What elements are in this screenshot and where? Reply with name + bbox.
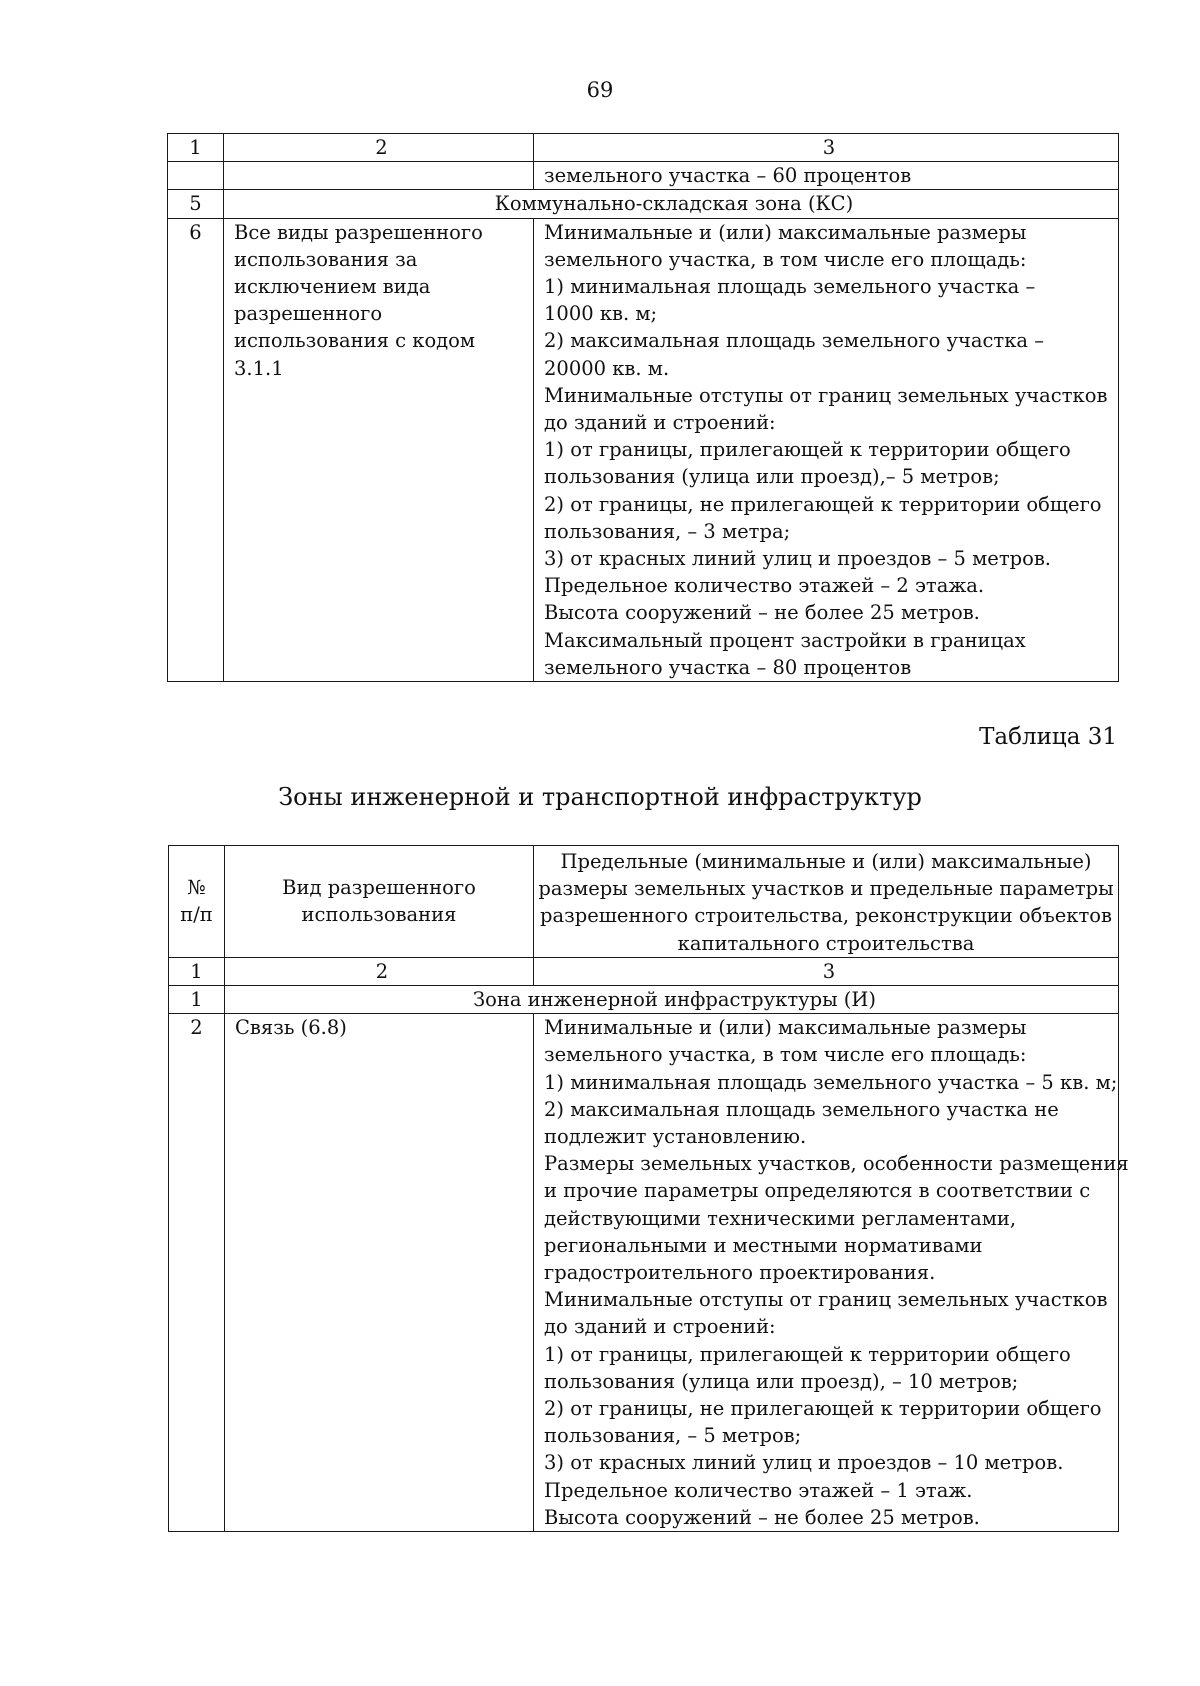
table-header-row [169,846,1119,958]
parameter-line: пользования (улица или проезд), – 10 метров; [544,1369,1019,1393]
parameter-line: 1) от границы, прилегающей к территории общего [544,1342,1071,1366]
header-num-line: № [187,876,206,900]
parameter-line: 2) максимальная площадь земельного участка не [544,1097,1059,1121]
parameter-line: 3) от красных линий улиц и проездов – 5 метров. [544,547,1051,571]
table-row [168,218,1119,681]
parameter-line: Минимальные отступы от границ земельных участков [544,383,1108,407]
parameter-line: подлежит установлению. [544,1125,807,1149]
table-row-continuation [168,162,1119,190]
parameter-line: и прочие параметры определяются в соответствии с [544,1179,1091,1203]
table-continuation [167,133,1119,682]
parameter-line: 1) минимальная площадь земельного участка – 5 кв. м; [544,1070,1118,1094]
parameter-line: земельного участка, в том числе его площадь: [544,247,1027,271]
header-num-line: п/п [180,903,213,927]
header-param-line: Предельные (минимальные и (или) максимальные) [560,850,1092,873]
section-number: 1 [169,986,225,1014]
col-number-3: 3 [534,957,1119,985]
parameter-line: 2) от границы, не прилегающей к территории общего [544,1397,1102,1421]
section-number: 5 [168,190,224,218]
parameter-line: 20000 кв. м. [544,356,670,380]
row-number: 2 [169,1014,225,1532]
table-title: Зоны инженерной и транспортной инфраструктур [278,783,922,811]
parameter-line: Минимальные и (или) максимальные размеры [544,220,1027,244]
col-number-1: 1 [168,134,224,162]
continuation-text: земельного участка – 60 процентов [534,162,1119,190]
parameter-line: Минимальные и (или) максимальные размеры [544,1016,1027,1040]
row-number: 6 [168,218,224,681]
use-type-line: Все виды разрешенного [234,220,483,244]
parameter-line: 2) максимальная площадь земельного участка – [544,329,1044,353]
header-use-type [225,846,534,958]
page-number: 69 [586,78,614,102]
parameter-line: действующими техническими регламентами, [544,1206,1017,1230]
parameter-line: до зданий и строений: [544,411,776,435]
use-type-cell [224,218,534,681]
parameter-line: Максимальный процент застройки в границах [544,628,1026,652]
section-title: Зона инженерной инфраструктуры (И) [225,986,1119,1014]
header-use-line: использования [301,903,457,927]
parameters-cell [534,1014,1129,1532]
use-type-line: разрешенного [234,302,383,326]
parameter-line: региональными и местными нормативами [544,1233,983,1257]
col-number-3: 3 [534,134,1119,162]
header-parameters [534,846,1119,958]
parameter-line: пользования, – 5 метров; [544,1424,802,1448]
use-type-line: использования с кодом [234,329,476,353]
parameters-cell [534,218,1119,681]
use-type-line: 3.1.1 [234,356,284,380]
header-num [169,846,225,958]
parameter-line: Предельное количество этажей – 2 этажа. [544,574,985,598]
table-row-section [169,986,1119,1014]
table-row-section [168,190,1119,218]
parameter-line: Высота сооружений – не более 25 метров. [544,1505,980,1529]
use-type-line: использования за [234,247,418,271]
parameter-line: до зданий и строений: [544,1315,776,1339]
parameter-line: земельного участка, в том числе его площадь: [544,1043,1027,1067]
parameter-line: 1000 кв. м; [544,302,658,326]
table-row-col-numbers [169,957,1119,985]
use-type-line: исключением вида [234,275,431,299]
section-title: Коммунально-складская зона (КС) [224,190,1119,218]
parameter-line: 1) минимальная площадь земельного участка – [544,275,1036,299]
parameter-line: градостроительного проектирования. [544,1261,936,1285]
header-param-line: разрешенного строительства, реконструкции объектов [540,904,1112,928]
parameter-line: Размеры земельных участков, особенности размещения [544,1152,1129,1176]
parameter-line: пользования (улица или проезд),– 5 метров; [544,465,1000,489]
parameter-line: 2) от границы, не прилегающей к территории общего [544,492,1102,516]
parameter-line: 3) от красных линий улиц и проездов – 10 метров. [544,1451,1064,1475]
header-param-line: капитального строительства [677,931,975,955]
table-caption: Таблица 31 [979,724,1117,750]
parameter-line: пользования, – 3 метра; [544,519,791,543]
col-number-1: 1 [169,957,225,985]
parameter-line: 1) от границы, прилегающей к территории общего [544,438,1071,462]
col-number-2: 2 [225,957,534,985]
table-infrastructure-zones [168,845,1129,1532]
header-param-line: размеры земельных участков и предельные параметры [538,877,1114,901]
header-use-line: Вид разрешенного [282,876,476,900]
parameter-line: Высота сооружений – не более 25 метров. [544,601,980,625]
empty-cell [224,162,534,190]
parameter-line: земельного участка – 80 процентов [544,655,912,679]
table-row [169,1014,1119,1532]
table-row-col-numbers [168,134,1119,162]
use-type-cell: Связь (6.8) [225,1014,534,1532]
col-number-2: 2 [224,134,534,162]
empty-cell [168,162,224,190]
parameter-line: Минимальные отступы от границ земельных участков [544,1288,1108,1312]
parameter-line: Предельное количество этажей – 1 этаж. [544,1478,973,1502]
